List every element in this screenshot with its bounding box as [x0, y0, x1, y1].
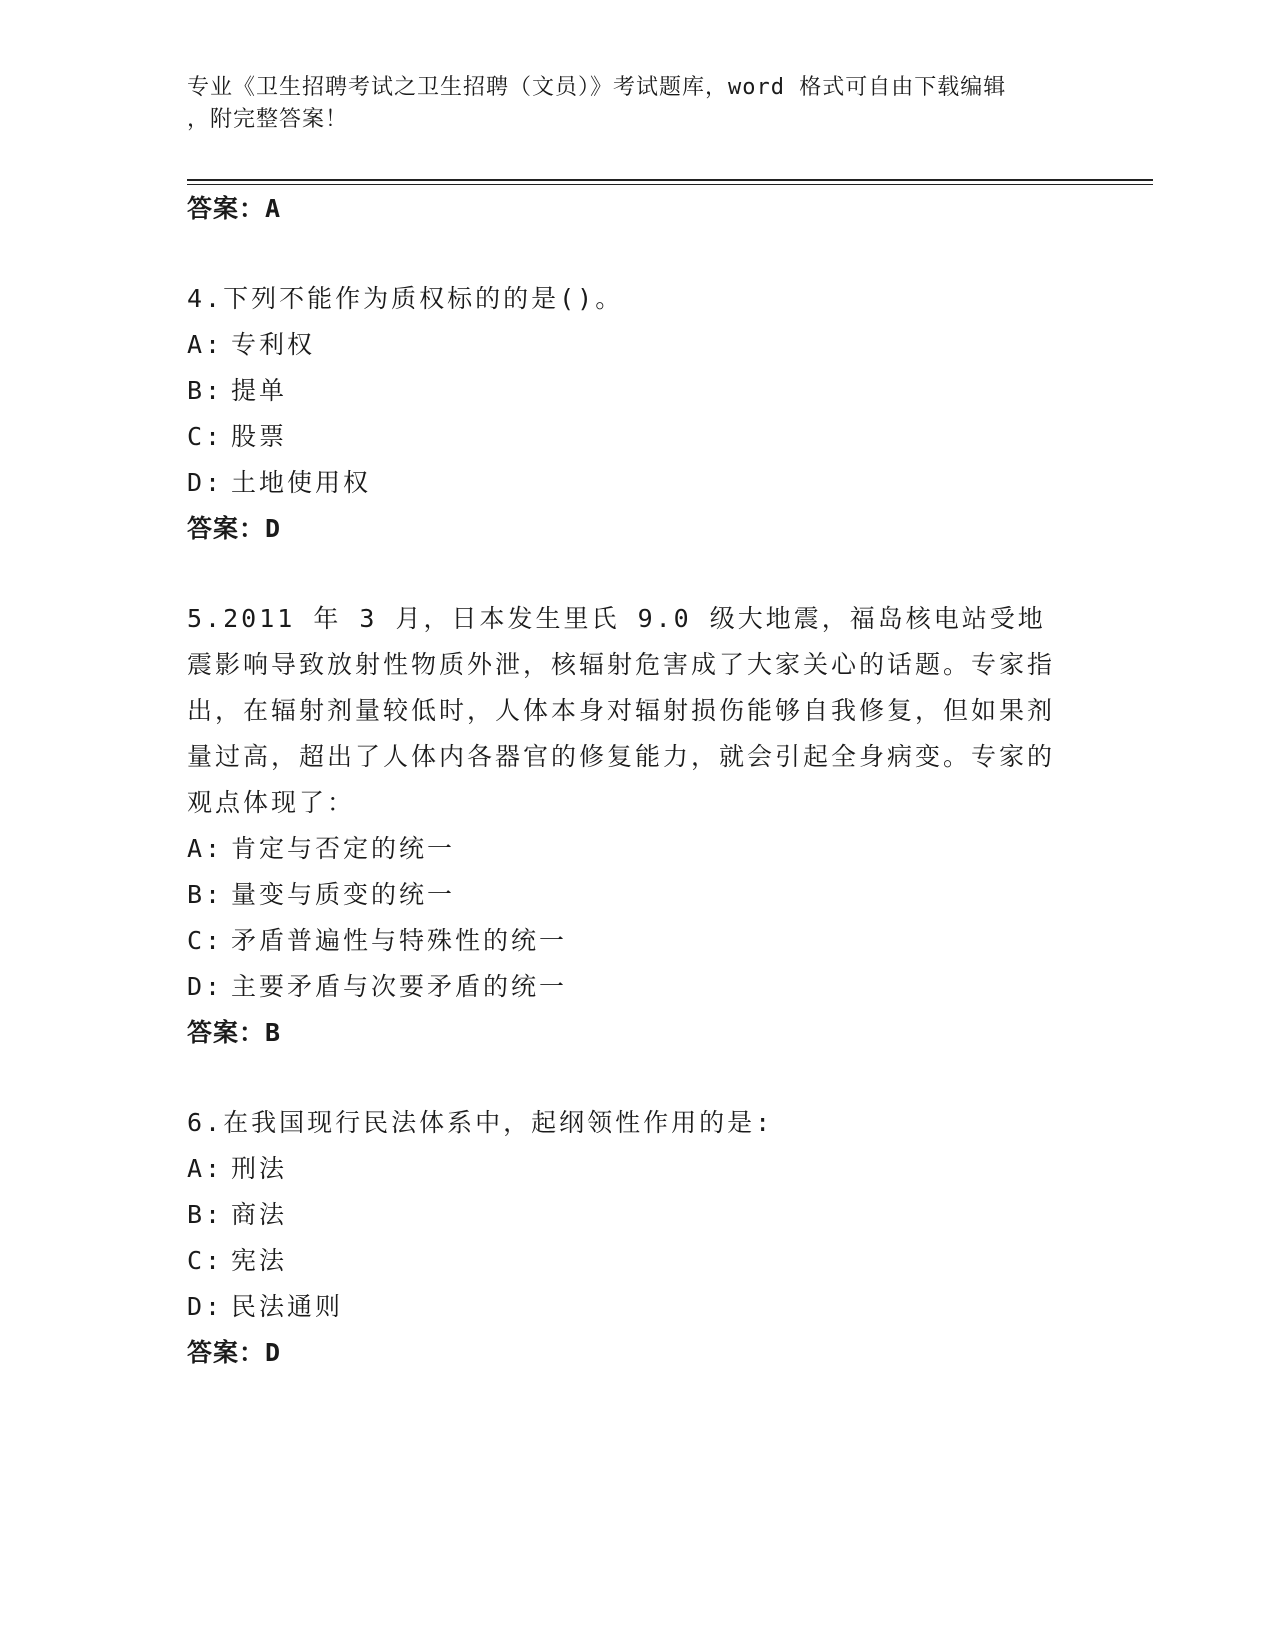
option-a: [187, 1146, 1067, 1192]
option-key: A:: [187, 330, 224, 359]
option-c: [187, 918, 1067, 964]
question-stem: 4.下列不能作为质权标的的是()。: [187, 284, 624, 313]
option-key: D:: [187, 972, 224, 1001]
option-key: B:: [187, 880, 224, 909]
option-text: 肯定与否定的统一: [231, 834, 456, 863]
option-b: [187, 872, 1067, 918]
answer-line: 答案：A: [187, 194, 282, 223]
option-key: D:: [187, 1292, 224, 1321]
option-text: 主要矛盾与次要矛盾的统一: [231, 972, 568, 1001]
option-text: 商法: [231, 1200, 288, 1229]
option-text: 民法通则: [231, 1292, 344, 1321]
question-6: [187, 1100, 1067, 1376]
option-a: [187, 826, 1067, 872]
question-5: [187, 596, 1067, 1056]
option-key: C:: [187, 926, 224, 955]
question-stem: 6.在我国现行民法体系中，起纲领性作用的是:: [187, 1108, 774, 1137]
header-divider: [187, 179, 1153, 185]
option-key: C:: [187, 1246, 224, 1275]
question-4: [187, 276, 1067, 552]
header-line-1: 专业《卫生招聘考试之卫生招聘（文员）》考试题库，word 格式可自由下载编辑: [187, 75, 1007, 100]
option-key: D:: [187, 468, 224, 497]
option-a: [187, 322, 1067, 368]
option-key: A:: [187, 1154, 224, 1183]
option-key: B:: [187, 1200, 224, 1229]
option-b: [187, 1192, 1067, 1238]
option-c: [187, 414, 1067, 460]
option-text: 量变与质变的统一: [231, 880, 456, 909]
option-key: B:: [187, 376, 224, 405]
option-b: [187, 368, 1067, 414]
document-header: [187, 72, 1067, 136]
option-text: 土地使用权: [231, 468, 372, 497]
option-text: 刑法: [231, 1154, 288, 1183]
option-key: C:: [187, 422, 224, 451]
option-d: [187, 1284, 1067, 1330]
option-d: [187, 460, 1067, 506]
question-list: [187, 186, 1067, 1376]
header-line-2: ，附完整答案！: [187, 107, 349, 132]
answer-line: 答案：D: [187, 1338, 282, 1367]
option-text: 专利权: [231, 330, 316, 359]
answer-line: 答案：B: [187, 1018, 282, 1047]
option-c: [187, 1238, 1067, 1284]
option-d: [187, 964, 1067, 1010]
answer-line: 答案：D: [187, 514, 282, 543]
option-text: 矛盾普遍性与特殊性的统一: [231, 926, 568, 955]
option-text: 宪法: [231, 1246, 288, 1275]
option-text: 提单: [231, 376, 288, 405]
option-key: A:: [187, 834, 224, 863]
option-text: 股票: [231, 422, 288, 451]
question-stem: 5.2011 年 3 月，日本发生里氏 9.0 级大地震，福岛核电站受地震影响导致放射性物质外泄，核辐射危害成了大家关心的话题。专家指出，在辐射剂量较低时，人体本身对辐射损伤能够自我修复，但如果剂量过高，超出了人体内各器官的修复能力，就会引起全身病变。专家的观点体现了：: [187, 604, 1056, 817]
